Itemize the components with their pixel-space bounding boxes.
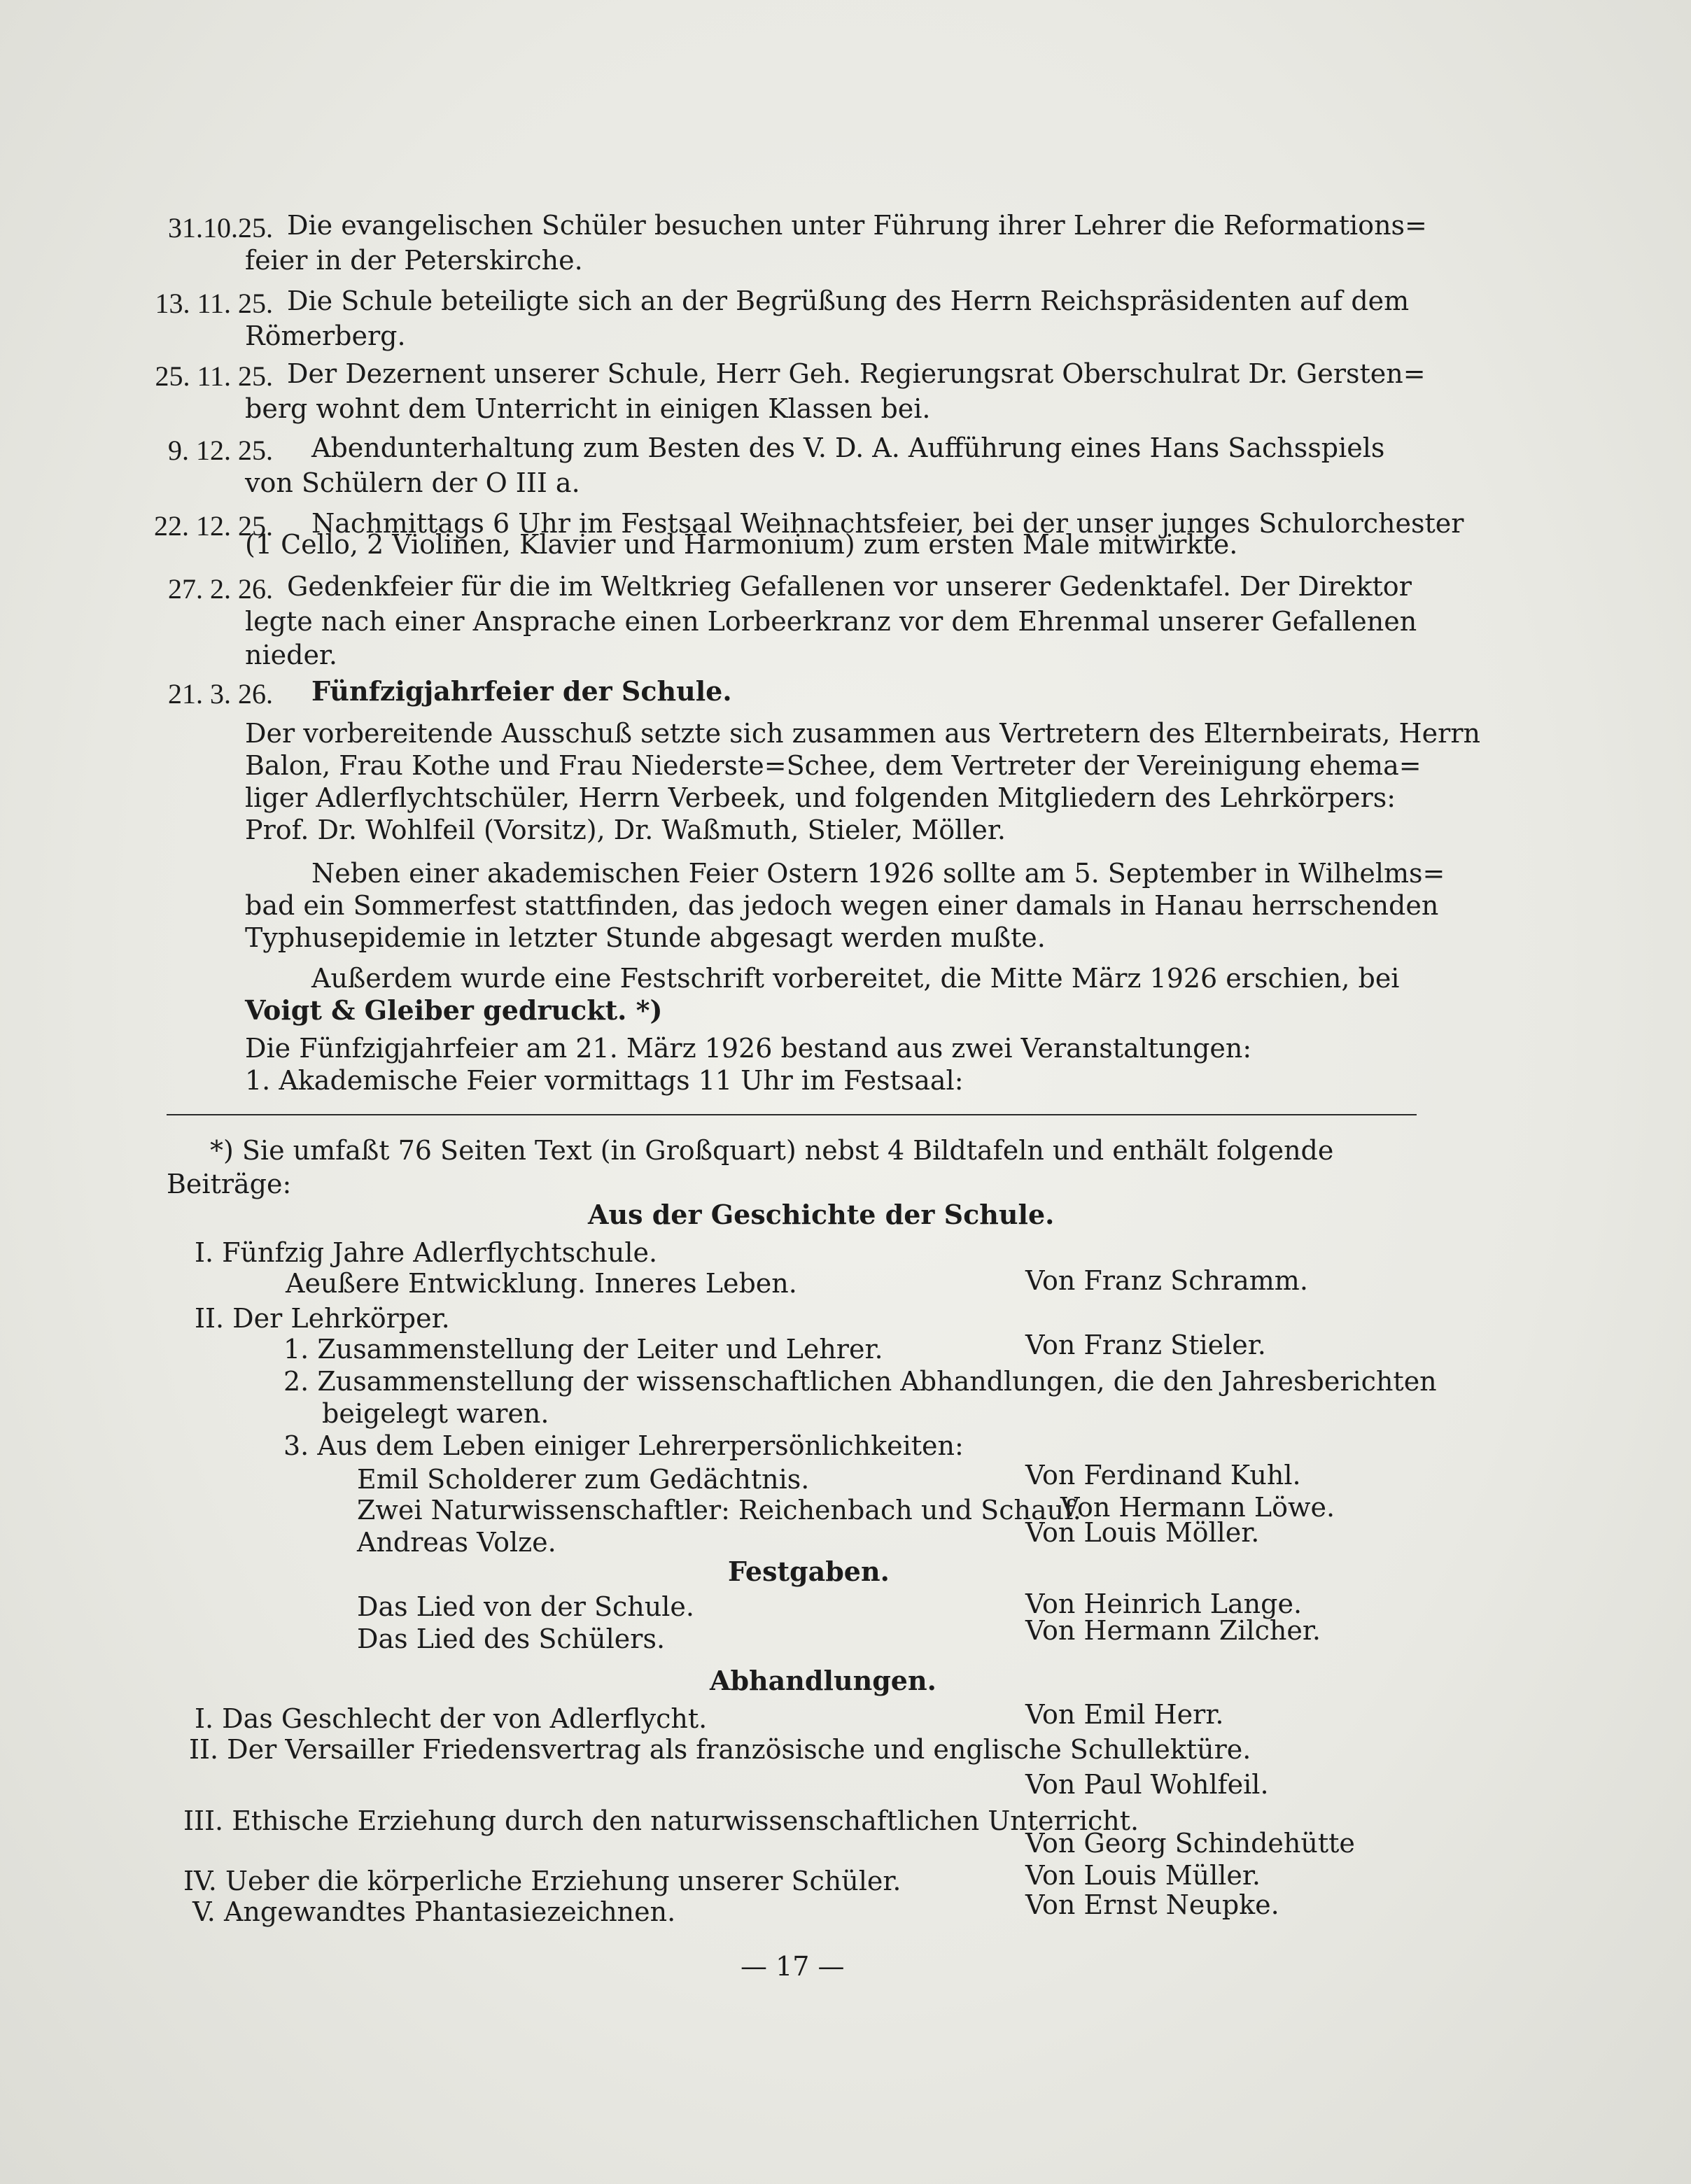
- footnote-item: II. Der Lehrkörper.: [195, 1303, 450, 1334]
- footnote-item: Das Lied des Schülers.: [357, 1623, 666, 1654]
- entry-text: Abendunterhaltung zum Besten des V. D. A. Aufführung eines Hans Sachsspiels: [311, 432, 1385, 463]
- body-line: 1. Akademische Feier vormittags 11 Uhr im Festsaal:: [245, 1065, 964, 1096]
- entry-date: 27. 2. 26.: [168, 573, 273, 605]
- body-line: Außerdem wurde eine Festschrift vorbereitet, die Mitte März 1926 erschien, bei: [311, 963, 1400, 994]
- footnote-item: IV. Ueber die körperliche Erziehung unserer Schüler.: [183, 1866, 901, 1896]
- footnote-item: Emil Scholderer zum Gedächtnis.: [357, 1464, 810, 1495]
- entry-text: Der Dezernent unserer Schule, Herr Geh. Regierungsrat Oberschulrat Dr. Gersten=: [287, 358, 1426, 389]
- body-line: liger Adlerflychtschüler, Herrn Verbeek, und folgenden Mitgliedern des Lehrkörpers:: [245, 782, 1396, 813]
- page-number: — 17 —: [741, 1951, 845, 1982]
- footnote-item: II. Der Versailler Friedensvertrag als französische und englische Schullektüre.: [189, 1734, 1251, 1765]
- body-line: Voigt & Gleiber gedruckt. *): [245, 994, 663, 1026]
- footnote-author: Von Emil Herr.: [1025, 1699, 1224, 1730]
- footnote-author: Von Ferdinand Kuhl.: [1025, 1460, 1301, 1491]
- footnote-item: I. Das Geschlecht der von Adlerflycht.: [195, 1703, 708, 1734]
- entry-date: 21. 3. 26.: [168, 678, 273, 710]
- footnote-author: Von Franz Schramm.: [1025, 1265, 1308, 1296]
- footnote-item: 3. Aus dem Leben einiger Lehrerpersönlichkeiten:: [283, 1430, 964, 1461]
- entry-text: Die Schule beteiligte sich an der Begrüßung des Herrn Reichspräsidenten auf dem: [287, 286, 1410, 316]
- footnote-author: Von Franz Stieler.: [1025, 1330, 1266, 1360]
- entry-text: von Schülern der O III a.: [245, 467, 580, 498]
- body-line: Typhusepidemie in letzter Stunde abgesagt werden mußte.: [245, 922, 1046, 953]
- entry-date: 9. 12. 25.: [168, 435, 273, 466]
- entry-text: nieder.: [245, 640, 337, 670]
- entry-text: berg wohnt dem Unterricht in einigen Klassen bei.: [245, 393, 931, 424]
- body-line: Prof. Dr. Wohlfeil (Vorsitz), Dr. Waßmuth, Stieler, Möller.: [245, 815, 1006, 845]
- footnote-author: Von Ernst Neupke.: [1025, 1889, 1279, 1920]
- footnote-item: 1. Zusammenstellung der Leiter und Lehrer.: [283, 1334, 883, 1365]
- body-line: Balon, Frau Kothe und Frau Niederste=Schee, dem Vertreter der Vereinigung ehema=: [245, 750, 1422, 781]
- entry-date: 25. 11. 25.: [155, 360, 273, 392]
- footnote-item: V. Angewandtes Phantasiezeichnen.: [192, 1896, 676, 1927]
- footnote-item: Aeußere Entwicklung. Inneres Leben.: [286, 1268, 797, 1299]
- body-line: bad ein Sommerfest stattfinden, das jedoch wegen einer damals in Hanau herrschenden: [245, 890, 1439, 921]
- entry-text: Römerberg.: [245, 320, 406, 351]
- footnote-item: Zwei Naturwissenschaftler: Reichenbach und Schauf.: [357, 1495, 1081, 1526]
- entry-date: 22. 12. 25.: [154, 510, 273, 542]
- entry-date: 13. 11. 25.: [155, 288, 273, 319]
- footnote-heading: Abhandlungen.: [710, 1665, 936, 1696]
- footnote-line: *) Sie umfaßt 76 Seiten Text (in Großquart) nebst 4 Bildtafeln und enthält folgende: [210, 1135, 1334, 1166]
- body-line: Der vorbereitende Ausschuß setzte sich zusammen aus Vertretern des Elternbeirats, Herrn: [245, 718, 1480, 749]
- entry-text: Nachmittags 6 Uhr im Festsaal Weihnachtsfeier, bei der unser junges Schulorchester: [311, 508, 1464, 539]
- body-line: Neben einer akademischen Feier Ostern 1926 sollte am 5. September in Wilhelms=: [311, 858, 1445, 889]
- footnote-heading: Aus der Geschichte der Schule.: [588, 1199, 1055, 1230]
- footnote-item: III. Ethische Erziehung durch den naturwissenschaftlichen Unterricht.: [183, 1805, 1139, 1836]
- footnote-item: Das Lied von der Schule.: [357, 1591, 694, 1622]
- footnote-item: 2. Zusammenstellung der wissenschaftlichen Abhandlungen, die den Jahresberichten: [283, 1366, 1437, 1397]
- entry-text: legte nach einer Ansprache einen Lorbeerkranz vor dem Ehrenmal unserer Gefallenen: [245, 606, 1417, 637]
- footnote-author: Von Heinrich Lange.: [1025, 1588, 1303, 1619]
- footnote-author: Von Paul Wohlfeil.: [1025, 1769, 1269, 1800]
- footnote-item: I. Fünfzig Jahre Adlerflychtschule.: [195, 1237, 658, 1268]
- footnote-author: Von Louis Müller.: [1025, 1860, 1261, 1891]
- footnote-line: Beiträge:: [167, 1169, 292, 1199]
- footnote-heading: Festgaben.: [728, 1556, 890, 1587]
- entry-date: 31.10.25.: [168, 212, 273, 244]
- footnote-divider: [167, 1114, 1417, 1115]
- entry-text: (1 Cello, 2 Violinen, Klavier und Harmonium) zum ersten Male mitwirkte.: [245, 529, 1238, 560]
- footnote-item: Andreas Volze.: [357, 1527, 556, 1558]
- entry-text: Die evangelischen Schüler besuchen unter Führung ihrer Lehrer die Reformations=: [287, 210, 1427, 241]
- footnote-author: Von Hermann Löwe.: [1060, 1492, 1335, 1523]
- footnote-author: Von Louis Möller.: [1025, 1517, 1260, 1548]
- footnote-author: Von Hermann Zilcher.: [1025, 1615, 1321, 1646]
- entry-text: Gedenkfeier für die im Weltkrieg Gefallenen vor unserer Gedenktafel. Der Direktor: [287, 571, 1412, 602]
- footnote-item: beigelegt waren.: [322, 1398, 549, 1429]
- body-line: Die Fünfzigjahrfeier am 21. März 1926 bestand aus zwei Veranstaltungen:: [245, 1033, 1252, 1064]
- footnote-author: Von Georg Schindehütte: [1025, 1828, 1355, 1859]
- entry-text: feier in der Peterskirche.: [245, 245, 583, 276]
- section-heading: Fünfzigjahrfeier der Schule.: [311, 675, 732, 707]
